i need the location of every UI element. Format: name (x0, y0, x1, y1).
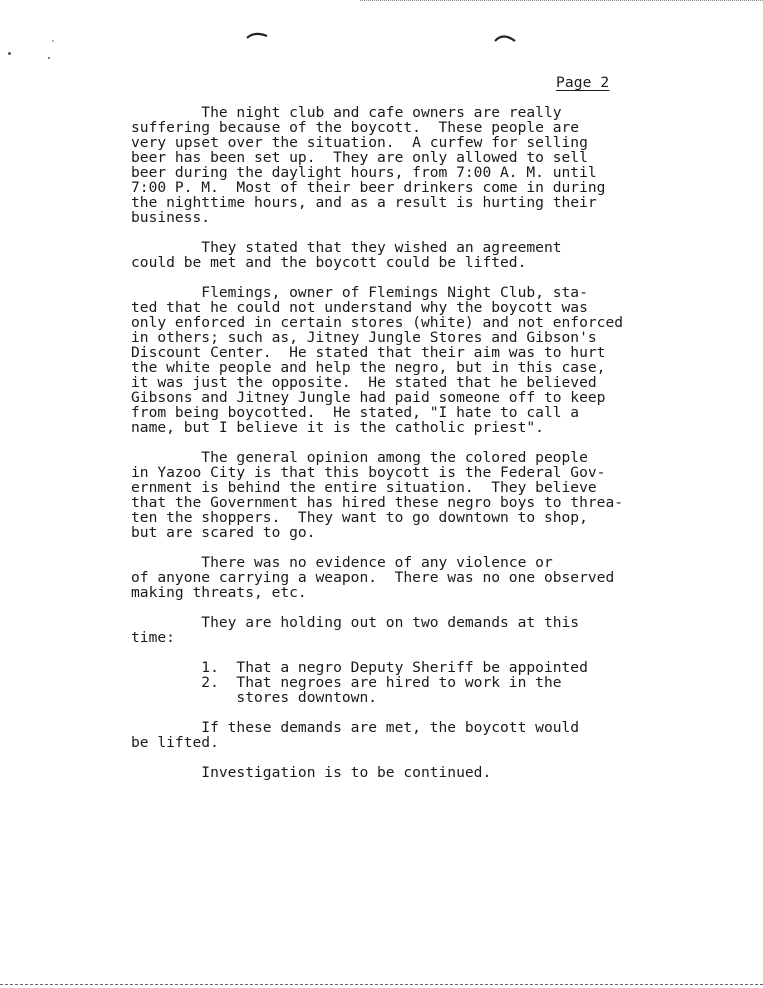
punch-hole-mark-left (246, 30, 268, 40)
paragraph-general-opinion: The general opinion among the colored people in Yazoo City is that this boycott is the Federal Gov- ernment is behind the entire situation. They believe that the Government has hired these negro boys to threa- ten the shoppers. They want to go downtown to shop, but are scared to go. (131, 449, 624, 541)
punch-hole-mark-right (494, 32, 516, 42)
paragraph-boycott-lifted: If these demands are met, the boycott would be lifted. (131, 719, 580, 751)
paragraph-demands-intro: They are holding out on two demands at this time: (131, 614, 580, 646)
top-edge-dotted-line (360, 0, 763, 1)
demands-list (131, 660, 731, 705)
list-item: 2. That negroes are hired to work in the stores downtown. (201, 674, 562, 706)
page-number: Page 2 (556, 74, 610, 91)
paragraph-flemings-statement: Flemings, owner of Flemings Night Club, sta- ted that he could not understand why the boycott was only enforced in certain stores (white) and not enforced in others; such as, Jitney Jungle Stores and Gibson's Discount Center. He stated that their aim was to hurt the white people and help the negro, but in this case, it was just the opposite. He stated that he believed Gibsons and Jitney Jungle had paid someone off to keep from being boycotted. He stated, "I hate to call a name, but I believe it is the catholic priest". (131, 284, 624, 436)
list-item: 1. That a negro Deputy Sheriff be appointed (131, 659, 588, 676)
bottom-edge-line (0, 984, 763, 985)
scan-speck (52, 40, 54, 42)
paragraph-night-club-owners: The night club and cafe owners are really suffering because of the boycott. These people are very upset over the situation. A curfew for selling beer has been set up. They are only allowed to sell beer during the daylight hours, from 7:00 A. M. until 7:00 P. M. Most of their beer drinkers come in during the nighttime hours, and as a result is hurting their business. (131, 104, 606, 226)
paragraph-agreement: They stated that they wished an agreement could be met and the boycott could be lifted. (131, 239, 562, 271)
paragraph-investigation-continued: Investigation is to be continued. (131, 764, 492, 781)
scan-speck (8, 52, 11, 55)
document-body (131, 105, 731, 795)
paragraph-no-violence: There was no evidence of any violence or of anyone carrying a weapon. There was no one observed making threats, etc. (131, 554, 615, 601)
scan-speck (48, 57, 50, 59)
